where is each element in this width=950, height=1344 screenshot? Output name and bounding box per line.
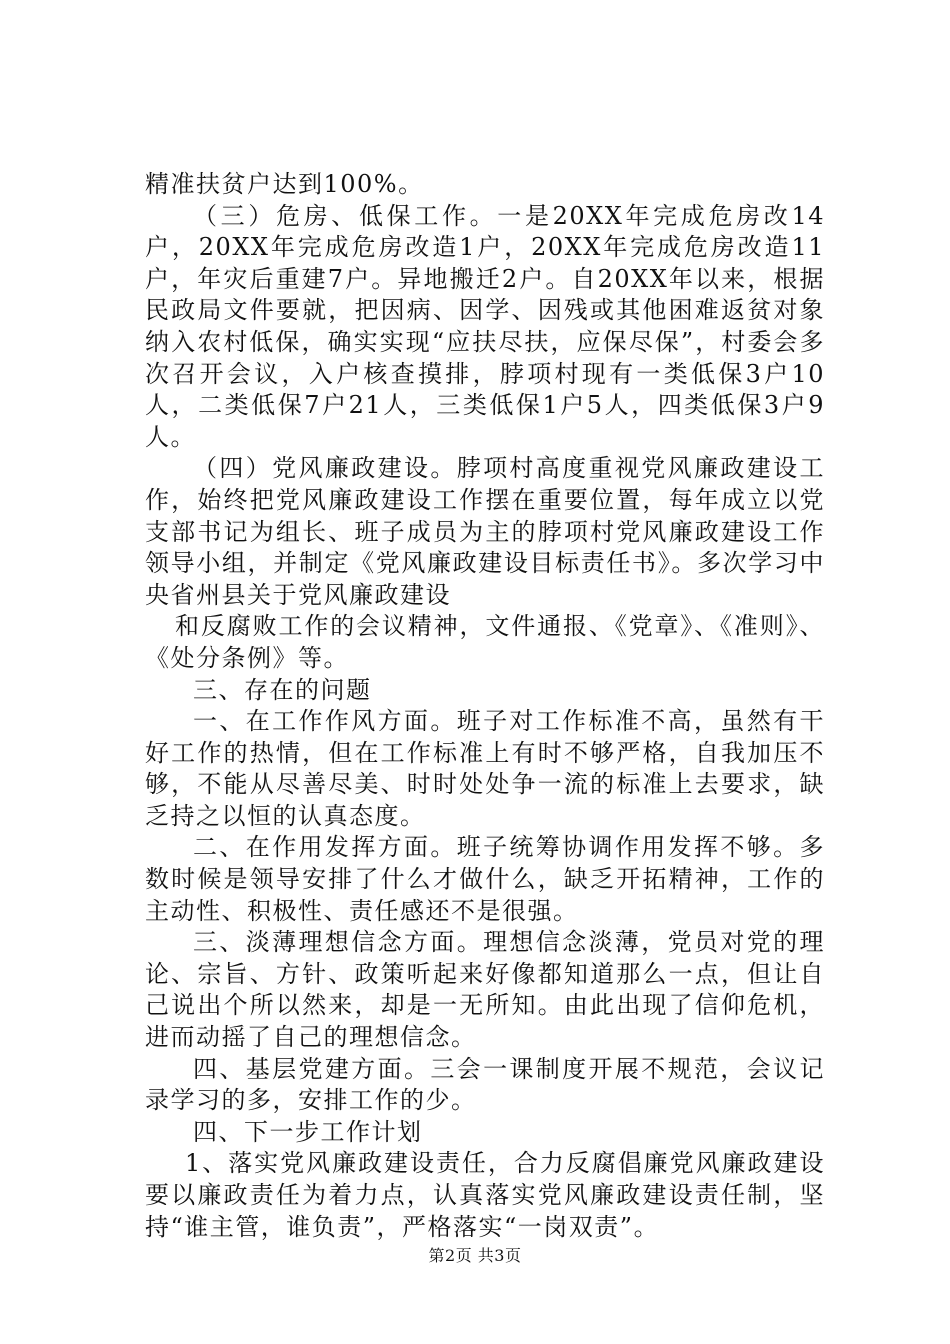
paragraph-housing-welfare: （三）危房、低保工作。一是20XX年完成危房改14户，20XX年完成危房改造1户，20XX年完成危房改造11户，年灾后重建7户。异地搬迁2户。自20XX年以来，根据民政局文件要就，把因病、因学、因残或其他困难返贫对象纳入农村低保，确实实现“应扶尽扶，应保尽保”，村委会多次召开会议，入户核查摸排，脖项村现有一类低保3户10人，二类低保7户21人，三类低保1户5人，四类低保3户9人。: [145, 201, 825, 451]
paragraph-role: 二、在作用发挥方面。班子统筹协调作用发挥不够。多数时候是领导安排了什么才做什么，缺乏开拓精神，工作的主动性、积极性、责任感还不是很强。: [145, 833, 825, 925]
paragraph-work-style: 一、在工作作风方面。班子对工作标准不高，虽然有干好工作的热情，但在工作标准上有时不够严格，自我加压不够，不能从尽善尽美、时时处处争一流的标准上去要求，缺乏持之以恒的认真态度。: [145, 707, 825, 830]
paragraph-anti-corruption: 和反腐败工作的会议精神，文件通报、《党章》、《准则》、《处分条例》等。: [145, 612, 825, 672]
paragraph-continuation: 精准扶贫户达到100%。: [145, 170, 424, 198]
paragraph-plan-item-1: 1、落实党风廉政建设责任，合力反腐倡廉党风廉政建设要以廉政责任为着力点，认真落实党风廉政建设责任制，坚持“谁主管，谁负责”，严格落实“一岗双责”。: [145, 1149, 825, 1241]
paragraph-ideals: 三、淡薄理想信念方面。理想信念淡薄，党员对党的理论、宗旨、方针、政策听起来好像都知道那么一点，但让自己说出个所以然来，却是一无所知。由此出现了信仰危机，进而动摇了自己的理想信念。: [145, 928, 825, 1052]
document-body: [145, 169, 825, 1243]
paragraph-party-integrity: （四）党风廉政建设。脖项村高度重视党风廉政建设工作，始终把党风廉政建设工作摆在重要位置，每年成立以党支部书记为组长、班子成员为主的脖项村党风廉政建设工作领导小组，并制定《党风廉政建设目标责任书》。多次学习中央省州县关于党风廉政建设: [145, 454, 825, 609]
section-heading-next-plan: 四、下一步工作计划: [193, 1117, 423, 1146]
paragraph-grassroots: 四、基层党建方面。三会一课制度开展不规范，会议记录学习的多，安排工作的少。: [145, 1054, 825, 1115]
section-heading-problems: 三、存在的问题: [193, 675, 372, 704]
page-number-footer: 第2页 共3页: [428, 1246, 522, 1265]
